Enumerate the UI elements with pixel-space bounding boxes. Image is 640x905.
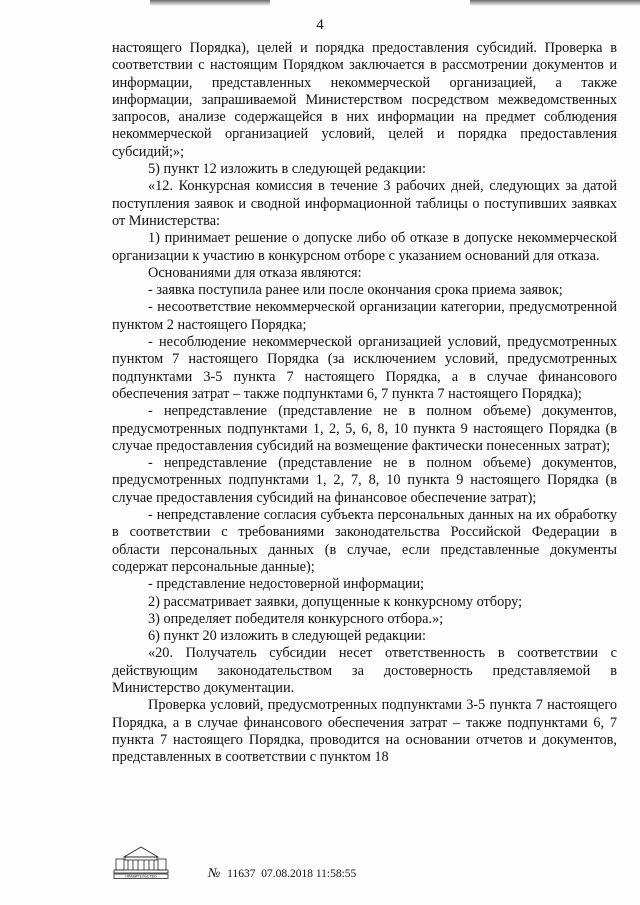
number-sign: № [208,865,221,880]
paragraph: - представление недостоверной информации; [148,576,425,593]
paragraph: - непредставление (представление не в полном объеме) документов, предусмотренных подпунктами 1, 2, 5, 6, 8, 10 пункта 9 настоящего Порядка (в случае предоставления субсидий на возмещение фактически понесенных затрат); [112,403,617,454]
scan-edge-artifact [470,0,640,6]
paragraph: 2) рассматривает заявки, допущенные к конкурсному отбору; [148,593,523,610]
scan-edge-artifact [150,0,270,6]
paragraph: «12. Конкурсная комиссия в течение 3 рабочих дней, следующих за датой поступления заявок и сводной информационной таблицы о поступивших заявках от Министерства: [112,178,617,229]
paragraph: Проверка условий, предусмотренных подпунктами 3-5 пункта 7 настоящего Порядка, а в случае финансового обеспечения затрат – также подпунктами 6, 7 пункта 7 настоящего Порядка, проводится на основании отчетов и документов, представленных в соответствии с пунктом 18 [112,697,617,766]
paragraph: 3) определяет победителя конкурсного отбора.»; [148,610,444,627]
registration-datetime: 07.08.2018 11:58:55 [261,868,357,880]
paragraph: - несоответствие некоммерческой организации категории, предусмотренной пунктом 2 настоящего Порядка; [112,299,617,333]
paragraph: - несоблюдение некоммерческой организацией условий, предусмотренных пунктом 7 настоящего Порядка (за исключением условий, предусмотренных подпунктами 3-5 пункта 7 настоящего Порядка, а в случае финансового обеспечения затрат – также подпунктами 6, 7 пункта 7 настоящего Порядка); [112,334,617,402]
paragraph: настоящего Порядка), целей и порядка предоставления субсидий. Проверка в соответствии с настоящим Порядком заключается в рассмотрении документов и информации, представленных некоммерческой организацией, а также информации, запрашиваемой Министерством посредством межведомственных запросов, анализе содержащейся в них информации на предмет соблюдения некоммерческой организацией условий, целей и порядка предоставления субсидий;»; [112,40,617,160]
document-footer [112,843,512,883]
paragraph: 5) пункт 12 изложить в следующей редакции: [148,161,426,178]
document-body [112,40,617,766]
paragraph: 6) пункт 20 изложить в следующей редакции: [148,628,426,645]
paragraph: 1) принимает решение о допуске либо об отказе в допуске некоммерческой организации к участию в конкурсном отборе с указанием оснований для отказа. [112,230,617,264]
paragraph: - непредставление (представление не в полном объеме) документов, предусмотренных подпунктами 1, 2, 7, 8, 10 пункта 9 настоящего Порядка (в случае предоставления субсидий на финансовое обеспечение затрат); [112,455,617,506]
stamp-caption: ПРАВИТЕЛЬСТВО [125,874,157,879]
paragraph: «20. Получатель субсидии несет ответственность в соответствии с действующим законодательством за достоверность представляемой в Министерство документации. [112,645,617,696]
paragraph: Основаниями для отказа являются: [148,264,362,281]
paragraph: - непредставление согласия субъекта персональных данных на их обработку в соответствии с требованиями законодательства Российской Федерации в области персональных данных (в случае, если представленные документы содержат персональные данные); [112,507,617,575]
document-number: 11637 [227,868,256,880]
registration-stamp [208,865,356,881]
page-number: 4 [316,17,324,33]
paragraph: - заявка поступила ранее или после окончания срока приема заявок; [148,282,563,299]
government-building-stamp-icon [112,843,170,879]
